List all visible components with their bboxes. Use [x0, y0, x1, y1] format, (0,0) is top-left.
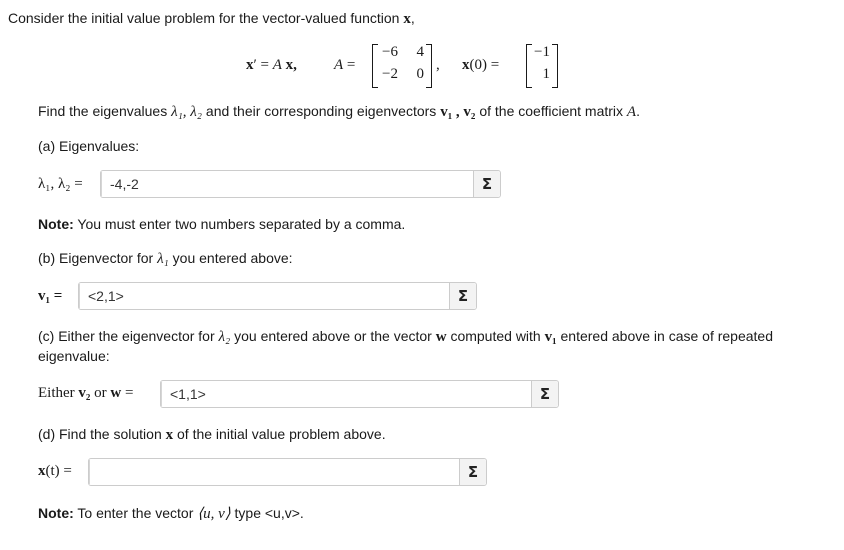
- eigenvector-v1-label: v₁ =: [38, 288, 63, 304]
- part-d-heading: (d) Find the solution x of the initial value problem above.: [38, 426, 386, 443]
- part-b-heading: (b) Eigenvector for λ₁ you entered above:: [38, 250, 293, 267]
- part-a-heading: (a) Eigenvalues:: [38, 138, 140, 154]
- find-eigen-instructions: Find the eigenvalues λ₁, λ₂ and their corresponding eigenvectors v₁ , v₂ of the coefficient matrix A.: [38, 103, 640, 120]
- ic-right-bracket: [552, 44, 558, 88]
- eigenvector-v2-answer-box: [160, 380, 559, 408]
- eigenvalues-input[interactable]: [101, 172, 473, 196]
- ic-x2: 1: [542, 66, 550, 82]
- matrix-a21: −2: [382, 66, 398, 82]
- equation-comma: ,: [436, 57, 440, 73]
- eigenvalues-label: λ₁, λ₂ =: [38, 176, 83, 192]
- matrix-a22: 0: [416, 66, 424, 82]
- eigenvector-v2-input[interactable]: [161, 382, 531, 406]
- part-d-note: Note: To enter the vector ⟨u, v⟩ type <u,v>.: [38, 505, 304, 522]
- solution-answer-box: [88, 458, 487, 486]
- eigenvector-v2-sigma-button[interactable]: Σ: [531, 381, 558, 407]
- matrix-a11: −6: [382, 44, 398, 60]
- intro-var: x: [403, 11, 411, 27]
- eigenvector-v1-answer-box: [78, 282, 477, 310]
- ic-x1: −1: [534, 44, 550, 60]
- eigenvalues-answer-box: [100, 170, 501, 198]
- solution-label: x(t) =: [38, 463, 72, 479]
- matrix-right-bracket: [426, 44, 432, 88]
- intro-sentence: Consider the initial value problem for the vector-valued function: [8, 10, 404, 26]
- intro-text: [8, 10, 415, 28]
- eigenvector-v1-input[interactable]: [79, 284, 449, 308]
- eigenvector-v1-sigma-button[interactable]: Σ: [449, 283, 476, 309]
- matrix-a-label: A =: [334, 57, 356, 73]
- matrix-a12: 4: [416, 44, 424, 60]
- eigenvalues-sigma-button[interactable]: Σ: [473, 171, 500, 197]
- intro-end: ,: [410, 10, 415, 26]
- equation-lhs: x′ = A x,: [246, 57, 297, 73]
- solution-sigma-button[interactable]: Σ: [459, 459, 486, 485]
- part-c-heading: (c) Either the eigenvector for λ₂ you entered above or the vector w computed with v₁ entered above in case of repeated: [38, 328, 774, 345]
- part-a-note: Note: You must enter two numbers separated by a comma.: [38, 216, 406, 232]
- part-c-heading-line2: eigenvalue:: [38, 348, 110, 364]
- solution-input[interactable]: [89, 460, 459, 484]
- initial-condition-label: x(0) =: [462, 57, 500, 73]
- eigenvector-v2-label: Either v₂ or w =: [38, 385, 134, 401]
- ivp-equation: [0, 42, 844, 90]
